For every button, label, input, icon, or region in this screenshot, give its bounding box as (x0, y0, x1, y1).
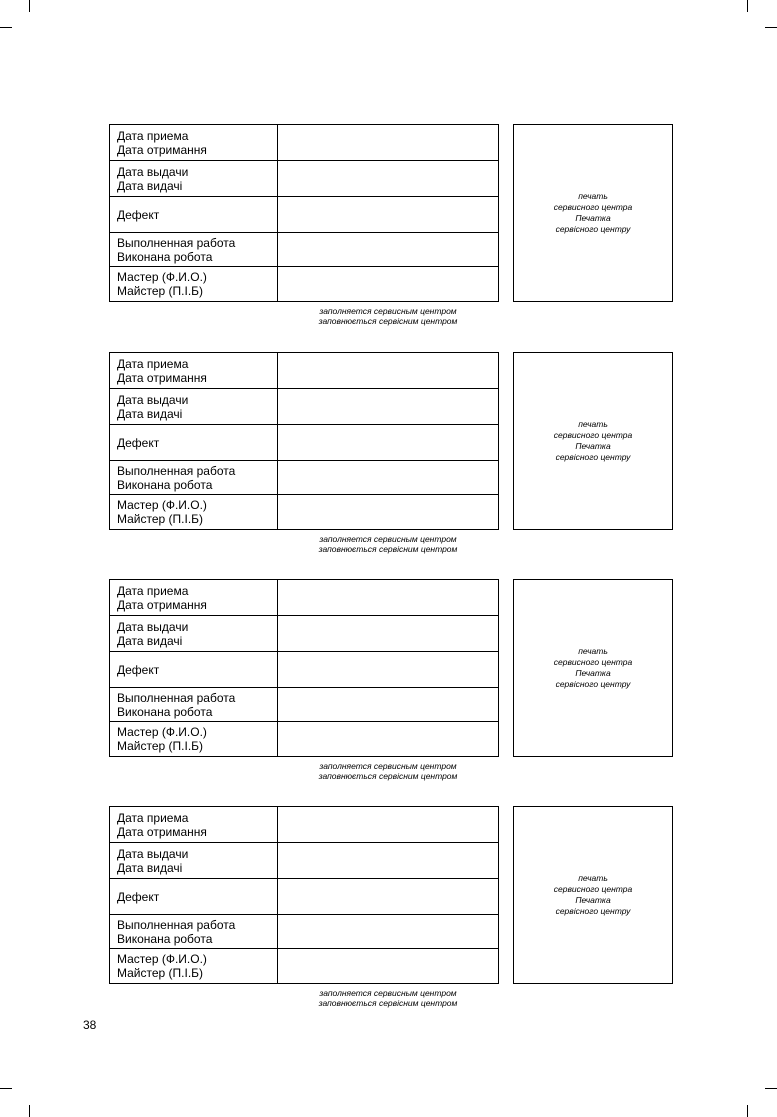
row-label: Мастер (Ф.И.О.) Майстер (П.І.Б) (110, 949, 278, 983)
row-receipt-date (110, 125, 498, 161)
row-label: Дата приема Дата отримання (110, 807, 278, 842)
coupon-form (109, 352, 499, 530)
work-done-field[interactable] (278, 688, 498, 721)
row-issue-date (110, 389, 498, 425)
row-label: Дата выдачи Дата видачі (110, 389, 278, 424)
row-receipt-date (110, 580, 498, 616)
row-receipt-date (110, 807, 498, 843)
row-defect (110, 197, 498, 233)
row-defect (110, 879, 498, 915)
defect-field[interactable] (278, 879, 498, 914)
crop-mark (29, 1105, 30, 1117)
row-label: Выполненная работа Виконана робота (110, 688, 278, 721)
crop-mark (0, 27, 12, 28)
coupon-form (109, 124, 499, 302)
work-done-field[interactable] (278, 915, 498, 948)
crop-mark (747, 0, 748, 12)
coupon-form (109, 579, 499, 757)
row-label: Выполненная работа Виконана робота (110, 233, 278, 266)
fill-note: заполняется сервисным центром заповнюється сервісним центром (318, 761, 458, 781)
crop-mark (29, 0, 30, 12)
defect-field[interactable] (278, 197, 498, 232)
issue-date-field[interactable] (278, 616, 498, 651)
crop-mark (765, 27, 777, 28)
master-field[interactable] (278, 495, 498, 529)
crop-mark (747, 1105, 748, 1117)
warranty-coupon (109, 124, 673, 332)
row-label: Мастер (Ф.И.О.) Майстер (П.І.Б) (110, 267, 278, 301)
row-label: Дата приема Дата отримання (110, 580, 278, 615)
row-label: Дефект (110, 652, 278, 687)
receipt-date-field[interactable] (278, 353, 498, 388)
row-defect (110, 652, 498, 688)
fill-note: заполняется сервисным центром заповнюється сервісним центром (318, 534, 458, 554)
master-field[interactable] (278, 949, 498, 983)
stamp-box: печать сервисного центра Печатка сервісного центру (513, 806, 673, 984)
page-number: 38 (83, 1018, 97, 1032)
row-work-done (110, 461, 498, 495)
row-master (110, 495, 498, 529)
crop-mark (0, 1088, 12, 1089)
stamp-box: печать сервисного центра Печатка сервісного центру (513, 579, 673, 757)
row-label: Дата выдачи Дата видачі (110, 843, 278, 878)
row-label: Выполненная работа Виконана робота (110, 461, 278, 494)
work-done-field[interactable] (278, 233, 498, 266)
row-issue-date (110, 843, 498, 879)
row-work-done (110, 688, 498, 722)
row-label: Мастер (Ф.И.О.) Майстер (П.І.Б) (110, 722, 278, 756)
row-receipt-date (110, 353, 498, 389)
row-label: Выполненная работа Виконана робота (110, 915, 278, 948)
master-field[interactable] (278, 722, 498, 756)
work-done-field[interactable] (278, 461, 498, 494)
master-field[interactable] (278, 267, 498, 301)
receipt-date-field[interactable] (278, 580, 498, 615)
row-work-done (110, 233, 498, 267)
row-label: Дата приема Дата отримання (110, 125, 278, 160)
row-work-done (110, 915, 498, 949)
row-label: Дата приема Дата отримання (110, 353, 278, 388)
row-label: Дата выдачи Дата видачі (110, 161, 278, 196)
row-label: Дефект (110, 197, 278, 232)
receipt-date-field[interactable] (278, 125, 498, 160)
row-defect (110, 425, 498, 461)
row-label: Дефект (110, 879, 278, 914)
row-master (110, 722, 498, 756)
fill-note: заполняется сервисным центром заповнюється сервісним центром (318, 988, 458, 1008)
issue-date-field[interactable] (278, 161, 498, 196)
defect-field[interactable] (278, 425, 498, 460)
fill-note: заполняется сервисным центром заповнюється сервісним центром (318, 306, 458, 326)
receipt-date-field[interactable] (278, 807, 498, 842)
row-issue-date (110, 616, 498, 652)
issue-date-field[interactable] (278, 843, 498, 878)
stamp-box: печать сервисного центра Печатка сервісного центру (513, 352, 673, 530)
coupon-form (109, 806, 499, 984)
row-label: Дата выдачи Дата видачі (110, 616, 278, 651)
row-issue-date (110, 161, 498, 197)
crop-mark (765, 1088, 777, 1089)
stamp-box: печать сервисного центра Печатка сервісного центру (513, 124, 673, 302)
defect-field[interactable] (278, 652, 498, 687)
issue-date-field[interactable] (278, 389, 498, 424)
row-label: Дефект (110, 425, 278, 460)
warranty-coupon (109, 579, 673, 787)
row-master (110, 949, 498, 983)
row-label: Мастер (Ф.И.О.) Майстер (П.І.Б) (110, 495, 278, 529)
row-master (110, 267, 498, 301)
warranty-coupon (109, 352, 673, 560)
warranty-coupon (109, 806, 673, 1014)
